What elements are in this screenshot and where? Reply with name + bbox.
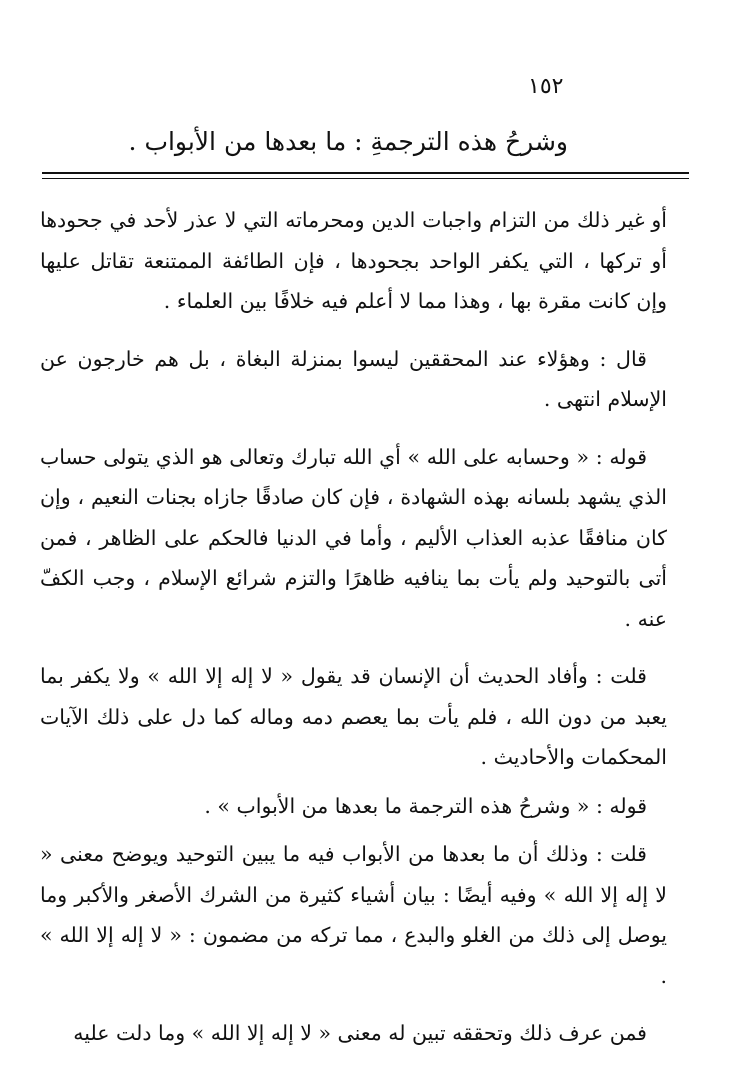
paragraph-hisabuhu: قوله : « وحسابه على الله » أي الله تبارك وتعالى هو الذي يتولى حساب الذي يشهد بلسانه بهذه الشهادة ، فإن كان صادقًا جازاه بجنات النعيم ، وإن كان منافقًا عذبه العذاب الأليم ، وأما في الدنيا فالحكم على الظاهر ، فمن أتى بالتوحيد ولم يأت بما ينافيه ظاهرًا والتزم شرائع الإسلام ، وجب الكفّ عنه . [40,444,667,631]
running-header: وشرحُ هذه الترجمةِ : ما بعدها من الأبواب . [128,127,568,156]
paragraph-continuation: أو غير ذلك من التزام واجبات الدين ومحرماته التي لا عذر لأحد في جحودها أو تركها ، التي يكفر الواحد بجحودها ، فإن الطائفة الممتنعة تقاتل عليها وإن كانت مقرة بها ، وهذا مما لا أعلم فيه خلافًا بين العلماء . [40,208,667,313]
paragraph-sharh-tarjama: قوله : « وشرحُ هذه الترجمة ما بعدها من الأبواب » . [204,793,647,818]
page-number: ١٥٢ [528,74,564,99]
paragraph-qultu-dhalika: قلت : وذلك أن ما بعدها من الأبواب فيه ما يبين التوحيد ويوضح معنى « لا إله إلا الله » وفيه أيضًا : بيان أشياء كثيرة من الشرك الأصغر والأكبر وما يوصل إلى ذلك من الغلو والبدع ، مما تركه من مضمون : « لا إله إلا الله » . [40,842,667,988]
header-double-rule [42,172,689,179]
paragraph-qultu-afada: قلت : وأفاد الحديث أن الإنسان قد يقول « لا إله إلا الله » ولا يكفر بما يعبد من دون الله ، فلم يأت بما يعصم دمه وماله كما دل على ذلك الآيات المحكمات والأحاديث . [40,664,667,769]
paragraph-faman-arafa: فمن عرف ذلك وتحققه تبين له معنى « لا إله إلا الله » وما دلت عليه [73,1021,647,1045]
paragraph-qal: قال : وهؤلاء عند المحققين ليسوا بمنزلة البغاة ، بل هم خارجون عن الإسلام انتهى . [40,346,667,411]
body-text [40,200,667,1071]
